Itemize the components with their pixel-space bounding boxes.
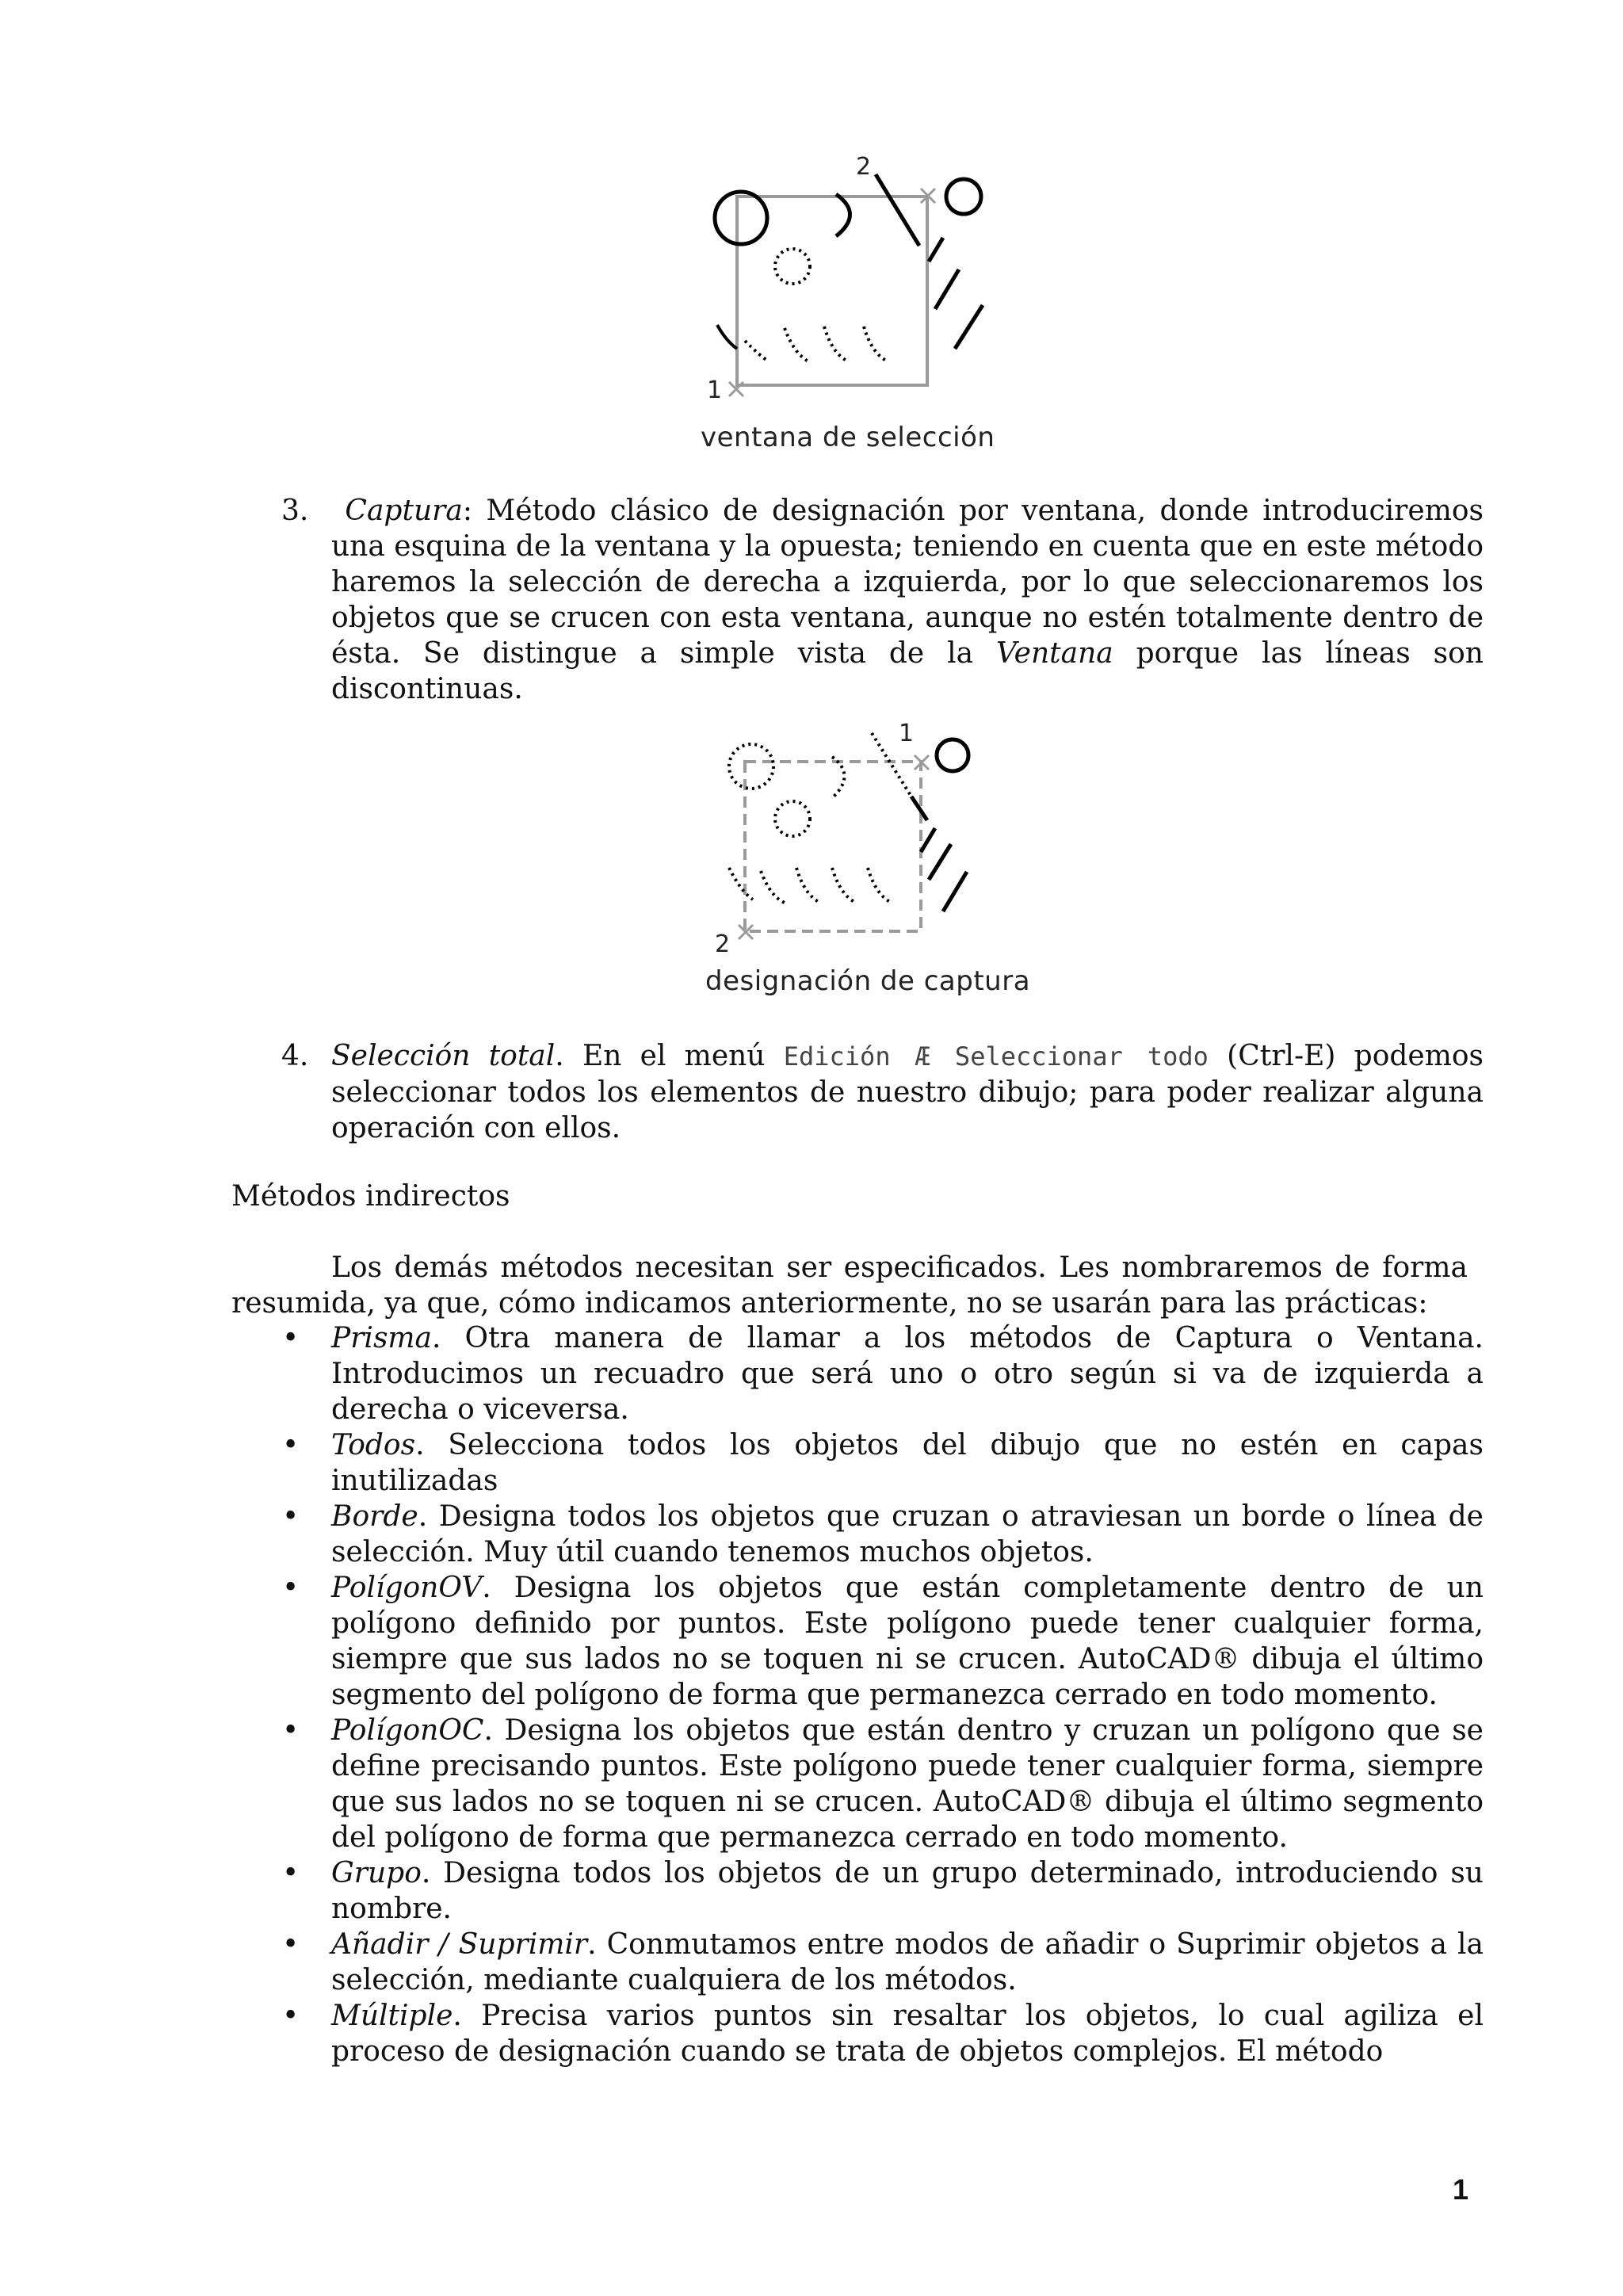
list-item-term: Múltiple	[331, 2000, 453, 2032]
list-item-term: Grupo	[331, 1857, 422, 1889]
list-item	[231, 1570, 1484, 1713]
section-heading: Métodos indirectos	[231, 1180, 510, 1213]
list-item	[231, 1855, 1484, 1927]
methods-list	[231, 1320, 1484, 2069]
bullet-icon: •	[282, 1322, 300, 1354]
item4-text-a: . En el menú	[555, 1040, 784, 1072]
item4-term: Selección total	[331, 1040, 556, 1072]
item4-number: 4.	[281, 1040, 309, 1072]
item4-paragraph	[331, 1038, 1484, 1146]
list-item	[231, 1998, 1484, 2069]
list-item-term: Todos	[331, 1429, 416, 1461]
list-item-text: . Precisa varios puntos sin resaltar los objetos, lo cual agiliza el proceso de designación cuando se trata de objetos complejos. El método	[331, 2000, 1484, 2068]
item3-paragraph	[331, 493, 1484, 707]
list-item-text: . Designa todos los objetos de un grupo determinado, introduciendo su nombre.	[331, 1857, 1484, 1925]
list-item-term: PolígonOC	[331, 1714, 484, 1747]
bullet-icon: •	[282, 1857, 300, 1889]
list-item-text: . Selecciona todos los objetos del dibujo que no estén en capas inutilizadas	[331, 1429, 1484, 1497]
item4-text-b: (Ctrl-E) podemos seleccionar todos los elementos de nuestro dibujo; para poder realizar alguna operación con ellos.	[331, 1040, 1484, 1144]
figure2-label-2: 2	[715, 930, 731, 958]
captura-diagram	[697, 709, 1014, 963]
intro-text: Los demás métodos necesitan ser especificados. Les nombraremos de forma resumida, ya que, cómo indicamos anteriormente, no se usarán para las prácticas:	[231, 1251, 1468, 1320]
intro-paragraph	[231, 1250, 1468, 1321]
figure1-label-1: 1	[707, 376, 723, 404]
list-item-term: Borde	[331, 1500, 418, 1533]
item4-menu-path: Edición Æ Seleccionar todo	[783, 1041, 1209, 1072]
list-item-term: Prisma	[331, 1322, 433, 1354]
item3-term2: Ventana	[995, 637, 1113, 670]
figure2-label-1: 1	[899, 720, 915, 747]
list-item	[231, 1427, 1484, 1499]
bullet-icon: •	[282, 1500, 300, 1533]
list-item	[231, 1713, 1484, 1855]
list-item	[231, 1927, 1484, 1998]
item3-term: Captura	[345, 495, 463, 527]
figure1-caption: ventana de selección	[701, 422, 995, 453]
item3-text-a: : Método clásico de designación por ventana, donde introduciremos una esquina de la ventana y la opuesta; teniendo en cuenta que en este método haremos la selección de derecha a izquierda, por lo que seleccionaremos los objetos que se crucen con esta ventana, aunque no estén totalmente dentro de ésta. Se distingue a simple vista de la	[331, 495, 1484, 670]
figure-ventana-seleccion	[674, 151, 1030, 460]
bullet-icon: •	[282, 2000, 300, 2032]
figure-designacion-captura	[697, 709, 1014, 963]
list-item-text: . Designa los objetos que están dentro y cruzan un polígono que se define precisando puntos. Este polígono puede tener cualquier forma, siempre que sus lados no se toquen ni se crucen. AutoCAD® dibuja el último segmento del polígono de forma que permanezca cerrado en todo momento.	[331, 1714, 1484, 1854]
list-item	[231, 1320, 1484, 1427]
list-item-text: . Conmutamos entre modos de añadir o Suprimir objetos a la selección, mediante cualquiera de los métodos.	[331, 1928, 1484, 1996]
item3-text-b: porque las líneas son discontinuas.	[331, 637, 1484, 705]
list-item-text: . Designa los objetos que están completamente dentro de un polígono definido por puntos. Este polígono puede tener cualquier forma, siempre que sus lados no se toquen ni se crucen. AutoCAD® dibuja el último segmento del polígono de forma que permanezca cerrado en todo momento.	[331, 1572, 1484, 1711]
bullet-icon: •	[282, 1572, 300, 1604]
figure1-label-2: 2	[856, 153, 872, 181]
ventana-diagram	[674, 151, 1030, 460]
list-item-term: PolígonOV	[331, 1572, 483, 1604]
list-item-term: Añadir / Suprimir	[331, 1928, 588, 1961]
list-item-text: . Designa todos los objetos que cruzan o atraviesan un borde o línea de selección. Muy útil cuando tenemos muchos objetos.	[331, 1500, 1484, 1568]
list-item	[231, 1499, 1484, 1570]
list-item-text: . Otra manera de llamar a los métodos de Captura o Ventana. Introducimos un recuadro que será uno o otro según si va de izquierda a derecha o viceversa.	[331, 1322, 1484, 1426]
bullet-icon: •	[282, 1714, 300, 1747]
page-number: 1	[1452, 2173, 1468, 2206]
item3-number: 3.	[281, 495, 309, 527]
bullet-icon: •	[282, 1928, 300, 1961]
bullet-icon: •	[282, 1429, 300, 1461]
figure2-caption: designación de captura	[705, 965, 1031, 997]
